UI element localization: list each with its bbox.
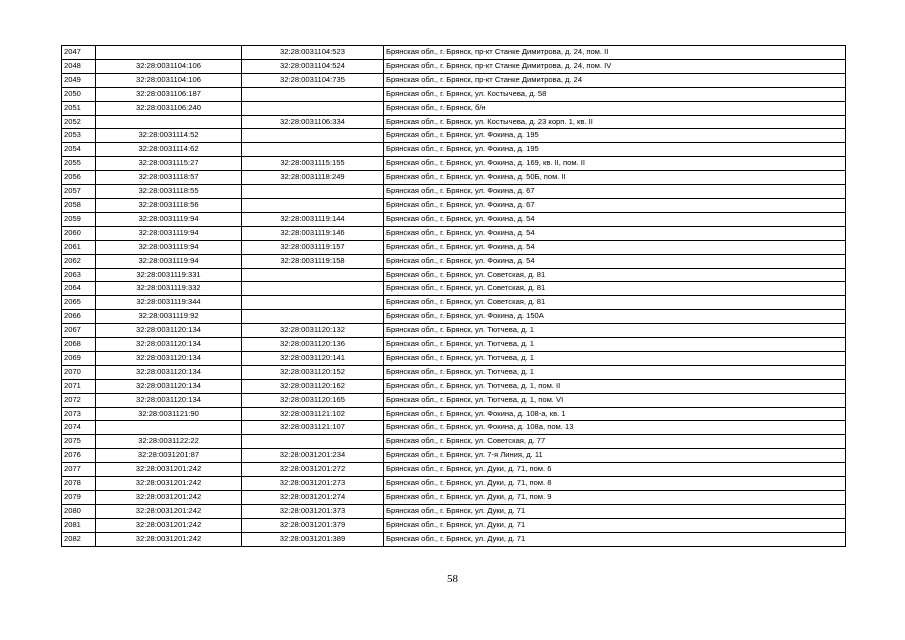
address-cell: Брянская обл., г. Брянск, ул. Фокина, д. 169, кв. II, пом. II (384, 157, 846, 171)
object-cadastral-number-cell: 32:28:0031119:146 (242, 226, 384, 240)
address-cell: Брянская обл., г. Брянск, ул. Фокина, д. 54 (384, 240, 846, 254)
object-cadastral-number-cell: 32:28:0031201:272 (242, 463, 384, 477)
row-number-cell: 2081 (62, 518, 96, 532)
row-number-cell: 2075 (62, 435, 96, 449)
address-cell: Брянская обл., г. Брянск, ул. Дуки, д. 71, пом. 6 (384, 463, 846, 477)
object-cadastral-number-cell: 32:28:0031104:523 (242, 46, 384, 60)
parcel-cadastral-number-cell: 32:28:0031104:106 (96, 59, 242, 73)
row-number-cell: 2071 (62, 379, 96, 393)
parcel-cadastral-number-cell: 32:28:0031119:331 (96, 268, 242, 282)
parcel-cadastral-number-cell: 32:28:0031121:90 (96, 407, 242, 421)
object-cadastral-number-cell: 32:28:0031120:162 (242, 379, 384, 393)
table-row (62, 212, 846, 226)
table-row (62, 393, 846, 407)
object-cadastral-number-cell (242, 87, 384, 101)
table-row (62, 351, 846, 365)
parcel-cadastral-number-cell: 32:28:0031119:344 (96, 296, 242, 310)
object-cadastral-number-cell (242, 310, 384, 324)
table-row (62, 477, 846, 491)
row-number-cell: 2073 (62, 407, 96, 421)
object-cadastral-number-cell: 32:28:0031119:144 (242, 212, 384, 226)
object-cadastral-number-cell (242, 282, 384, 296)
address-cell: Брянская обл., г. Брянск, пр-кт Станке Димитрова, д. 24, пом. II (384, 46, 846, 60)
row-number-cell: 2063 (62, 268, 96, 282)
address-cell: Брянская обл., г. Брянск, ул. Костычева, д. 23 корп. 1, кв. II (384, 115, 846, 129)
address-cell: Брянская обл., г. Брянск, ул. Фокина, д. 108-а, кв. 1 (384, 407, 846, 421)
address-cell: Брянская обл., г. Брянск, ул. Фокина, д. 54 (384, 254, 846, 268)
parcel-cadastral-number-cell: 32:28:0031104:106 (96, 73, 242, 87)
row-number-cell: 2065 (62, 296, 96, 310)
parcel-cadastral-number-cell: 32:28:0031119:94 (96, 240, 242, 254)
table-row (62, 73, 846, 87)
address-cell: Брянская обл., г. Брянск, ул. Фокина, д. 108а, пом. 13 (384, 421, 846, 435)
address-cell: Брянская обл., г. Брянск, ул. Фокина, д. 150А (384, 310, 846, 324)
parcel-cadastral-number-cell: 32:28:0031201:242 (96, 518, 242, 532)
object-cadastral-number-cell (242, 143, 384, 157)
address-cell: Брянская обл., г. Брянск, ул. Фокина, д. 67 (384, 185, 846, 199)
row-number-cell: 2079 (62, 491, 96, 505)
parcel-cadastral-number-cell: 32:28:0031201:242 (96, 477, 242, 491)
row-number-cell: 2054 (62, 143, 96, 157)
parcel-cadastral-number-cell: 32:28:0031115:27 (96, 157, 242, 171)
object-cadastral-number-cell (242, 198, 384, 212)
object-cadastral-number-cell: 32:28:0031201:373 (242, 504, 384, 518)
address-cell: Брянская обл., г. Брянск, пр-кт Станке Димитрова, д. 24 (384, 73, 846, 87)
parcel-cadastral-number-cell: 32:28:0031119:94 (96, 226, 242, 240)
object-cadastral-number-cell: 32:28:0031120:152 (242, 365, 384, 379)
table-row (62, 504, 846, 518)
parcel-cadastral-number-cell: 32:28:0031120:134 (96, 324, 242, 338)
parcel-cadastral-number-cell: 32:28:0031201:87 (96, 449, 242, 463)
table-row (62, 171, 846, 185)
parcel-cadastral-number-cell (96, 115, 242, 129)
object-cadastral-number-cell: 32:28:0031104:524 (242, 59, 384, 73)
row-number-cell: 2059 (62, 212, 96, 226)
address-cell: Брянская обл., г. Брянск, ул. Советская, д. 81 (384, 282, 846, 296)
address-cell: Брянская обл., г. Брянск, ул. Дуки, д. 71, пом. 8 (384, 477, 846, 491)
parcel-cadastral-number-cell: 32:28:0031201:242 (96, 463, 242, 477)
row-number-cell: 2070 (62, 365, 96, 379)
row-number-cell: 2072 (62, 393, 96, 407)
address-cell: Брянская обл., г. Брянск, ул. Тютчева, д. 1, пом. VI (384, 393, 846, 407)
address-cell: Брянская обл., г. Брянск, ул. Советская, д. 81 (384, 296, 846, 310)
object-cadastral-number-cell: 32:28:0031120:132 (242, 324, 384, 338)
row-number-cell: 2053 (62, 129, 96, 143)
parcel-cadastral-number-cell: 32:28:0031201:242 (96, 532, 242, 546)
parcel-cadastral-number-cell: 32:28:0031119:94 (96, 212, 242, 226)
parcel-cadastral-number-cell (96, 421, 242, 435)
table-row (62, 296, 846, 310)
address-cell: Брянская обл., г. Брянск, ул. Фокина, д. 195 (384, 143, 846, 157)
parcel-cadastral-number-cell: 32:28:0031120:134 (96, 365, 242, 379)
table-row (62, 365, 846, 379)
object-cadastral-number-cell (242, 101, 384, 115)
object-cadastral-number-cell: 32:28:0031119:157 (242, 240, 384, 254)
address-cell: Брянская обл., г. Брянск, ул. Тютчева, д. 1, пом. II (384, 379, 846, 393)
row-number-cell: 2051 (62, 101, 96, 115)
table-row (62, 240, 846, 254)
table-row (62, 101, 846, 115)
row-number-cell: 2074 (62, 421, 96, 435)
row-number-cell: 2060 (62, 226, 96, 240)
address-cell: Брянская обл., г. Брянск, ул. 7-я Линия, д. 11 (384, 449, 846, 463)
parcel-cadastral-number-cell: 32:28:0031114:62 (96, 143, 242, 157)
address-cell: Брянская обл., г. Брянск, ул. Тютчева, д. 1 (384, 324, 846, 338)
row-number-cell: 2048 (62, 59, 96, 73)
address-cell: Брянская обл., г. Брянск, ул. Дуки, д. 71 (384, 504, 846, 518)
parcel-cadastral-number-cell (96, 46, 242, 60)
address-cell: Брянская обл., г. Брянск, ул. Тютчева, д. 1 (384, 351, 846, 365)
object-cadastral-number-cell: 32:28:0031121:107 (242, 421, 384, 435)
parcel-cadastral-number-cell: 32:28:0031119:332 (96, 282, 242, 296)
table-row (62, 407, 846, 421)
object-cadastral-number-cell: 32:28:0031201:379 (242, 518, 384, 532)
object-cadastral-number-cell (242, 268, 384, 282)
address-cell: Брянская обл., г. Брянск, ул. Советская, д. 77 (384, 435, 846, 449)
table-row (62, 310, 846, 324)
object-cadastral-number-cell (242, 435, 384, 449)
object-cadastral-number-cell (242, 185, 384, 199)
address-cell: Брянская обл., г. Брянск, ул. Костычева, д. 58 (384, 87, 846, 101)
object-cadastral-number-cell: 32:28:0031120:141 (242, 351, 384, 365)
object-cadastral-number-cell: 32:28:0031201:234 (242, 449, 384, 463)
row-number-cell: 2055 (62, 157, 96, 171)
row-number-cell: 2078 (62, 477, 96, 491)
table-row (62, 87, 846, 101)
object-cadastral-number-cell: 32:28:0031201:389 (242, 532, 384, 546)
object-cadastral-number-cell: 32:28:0031106:334 (242, 115, 384, 129)
table-row (62, 379, 846, 393)
row-number-cell: 2052 (62, 115, 96, 129)
row-number-cell: 2066 (62, 310, 96, 324)
parcel-cadastral-number-cell: 32:28:0031119:94 (96, 254, 242, 268)
parcel-cadastral-number-cell: 32:28:0031120:134 (96, 393, 242, 407)
table-row (62, 338, 846, 352)
parcel-cadastral-number-cell: 32:28:0031118:56 (96, 198, 242, 212)
table-row (62, 463, 846, 477)
row-number-cell: 2064 (62, 282, 96, 296)
row-number-cell: 2056 (62, 171, 96, 185)
object-cadastral-number-cell (242, 296, 384, 310)
row-number-cell: 2077 (62, 463, 96, 477)
table-row (62, 115, 846, 129)
table-row (62, 282, 846, 296)
parcel-cadastral-number-cell: 32:28:0031118:57 (96, 171, 242, 185)
address-cell: Брянская обл., г. Брянск, ул. Фокина, д. 54 (384, 226, 846, 240)
table-row (62, 198, 846, 212)
object-cadastral-number-cell: 32:28:0031201:273 (242, 477, 384, 491)
registry-table (61, 45, 846, 547)
row-number-cell: 2050 (62, 87, 96, 101)
parcel-cadastral-number-cell: 32:28:0031120:134 (96, 338, 242, 352)
table-row (62, 518, 846, 532)
row-number-cell: 2082 (62, 532, 96, 546)
address-cell: Брянская обл., г. Брянск, ул. Фокина, д. 67 (384, 198, 846, 212)
address-cell: Брянская обл., г. Брянск, ул. Фокина, д. 50Б, пом. II (384, 171, 846, 185)
parcel-cadastral-number-cell: 32:28:0031106:187 (96, 87, 242, 101)
table-row (62, 491, 846, 505)
row-number-cell: 2057 (62, 185, 96, 199)
address-cell: Брянская обл., г. Брянск, ул. Фокина, д. 195 (384, 129, 846, 143)
row-number-cell: 2080 (62, 504, 96, 518)
parcel-cadastral-number-cell: 32:28:0031120:134 (96, 379, 242, 393)
address-cell: Брянская обл., г. Брянск, ул. Советская, д. 81 (384, 268, 846, 282)
row-number-cell: 2047 (62, 46, 96, 60)
object-cadastral-number-cell: 32:28:0031120:165 (242, 393, 384, 407)
row-number-cell: 2049 (62, 73, 96, 87)
address-cell: Брянская обл., г. Брянск, б/н (384, 101, 846, 115)
table-row (62, 185, 846, 199)
parcel-cadastral-number-cell: 32:28:0031120:134 (96, 351, 242, 365)
parcel-cadastral-number-cell: 32:28:0031122:22 (96, 435, 242, 449)
object-cadastral-number-cell: 32:28:0031119:158 (242, 254, 384, 268)
table-row (62, 532, 846, 546)
address-cell: Брянская обл., г. Брянск, ул. Тютчева, д. 1 (384, 338, 846, 352)
table-row (62, 254, 846, 268)
object-cadastral-number-cell: 32:28:0031121:102 (242, 407, 384, 421)
row-number-cell: 2061 (62, 240, 96, 254)
parcel-cadastral-number-cell: 32:28:0031201:242 (96, 491, 242, 505)
row-number-cell: 2076 (62, 449, 96, 463)
object-cadastral-number-cell (242, 129, 384, 143)
table-row (62, 268, 846, 282)
row-number-cell: 2068 (62, 338, 96, 352)
object-cadastral-number-cell: 32:28:0031104:735 (242, 73, 384, 87)
table-row (62, 226, 846, 240)
object-cadastral-number-cell: 32:28:0031120:136 (242, 338, 384, 352)
address-cell: Брянская обл., г. Брянск, ул. Дуки, д. 71 (384, 518, 846, 532)
parcel-cadastral-number-cell: 32:28:0031201:242 (96, 504, 242, 518)
table-row (62, 129, 846, 143)
page-number: 58 (447, 573, 458, 585)
table-row (62, 46, 846, 60)
object-cadastral-number-cell: 32:28:0031115:155 (242, 157, 384, 171)
table-row (62, 421, 846, 435)
address-cell: Брянская обл., г. Брянск, ул. Дуки, д. 71, пом. 9 (384, 491, 846, 505)
row-number-cell: 2069 (62, 351, 96, 365)
table-row (62, 157, 846, 171)
address-cell: Брянская обл., г. Брянск, ул. Тютчева, д. 1 (384, 365, 846, 379)
object-cadastral-number-cell: 32:28:0031118:249 (242, 171, 384, 185)
row-number-cell: 2062 (62, 254, 96, 268)
object-cadastral-number-cell: 32:28:0031201:274 (242, 491, 384, 505)
table-row (62, 324, 846, 338)
table-row (62, 435, 846, 449)
table-row (62, 449, 846, 463)
address-cell: Брянская обл., г. Брянск, пр-кт Станке Димитрова, д. 24, пом. IV (384, 59, 846, 73)
parcel-cadastral-number-cell: 32:28:0031118:55 (96, 185, 242, 199)
registry-table-body (62, 46, 846, 547)
row-number-cell: 2067 (62, 324, 96, 338)
address-cell: Брянская обл., г. Брянск, ул. Дуки, д. 71 (384, 532, 846, 546)
address-cell: Брянская обл., г. Брянск, ул. Фокина, д. 54 (384, 212, 846, 226)
table-row (62, 143, 846, 157)
parcel-cadastral-number-cell: 32:28:0031106:240 (96, 101, 242, 115)
parcel-cadastral-number-cell: 32:28:0031119:92 (96, 310, 242, 324)
row-number-cell: 2058 (62, 198, 96, 212)
table-row (62, 59, 846, 73)
parcel-cadastral-number-cell: 32:28:0031114:52 (96, 129, 242, 143)
